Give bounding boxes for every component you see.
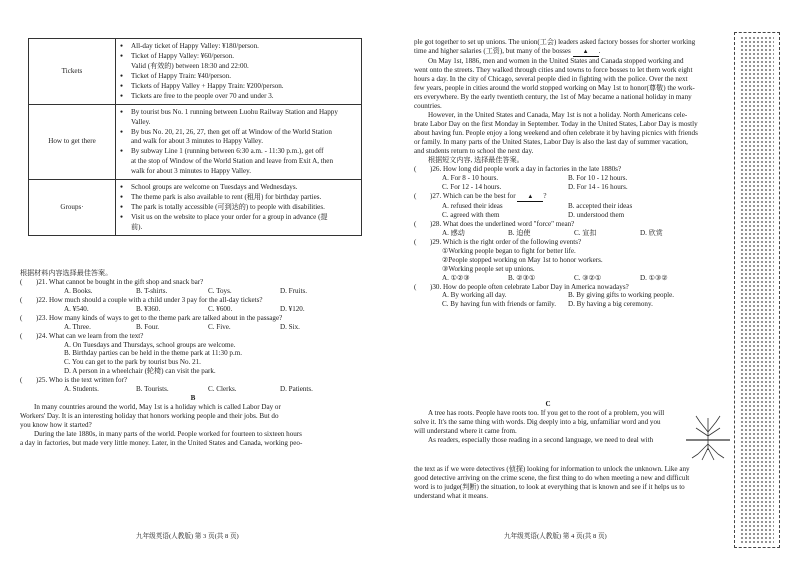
passage-line: As readers, especially those reading in a second language, we need to deal with <box>428 435 654 444</box>
list-item: ● Visit us on the website to place your order for a group in advance (提 <box>120 213 357 222</box>
option[interactable]: D. ¥120. <box>280 304 305 313</box>
option[interactable]: D. ①③② <box>640 273 668 282</box>
table-category: Groups· <box>29 180 116 236</box>
table-row-groups <box>29 180 362 236</box>
section-heading: B <box>190 394 196 403</box>
options <box>414 174 730 183</box>
option[interactable]: C. Toys. <box>208 286 232 295</box>
passage-line: In many countries around the world, May 1st is a holiday which is called Labor Day or <box>34 403 281 412</box>
question-text <box>430 192 730 203</box>
page-footer: 九年级英语(人教版) 第 4 页(共 8 页) <box>504 533 607 540</box>
option[interactable]: A. Three. <box>64 322 91 331</box>
passage-line: understand what it means. <box>414 491 489 500</box>
option[interactable]: D. A person in a wheelchair (轮椅) can visit the park. <box>64 367 216 376</box>
passage-line: will understand where it came from. <box>414 426 517 435</box>
info-table <box>28 38 362 236</box>
passage-line: A tree has roots. People have roots too. If you get to the root of a problem, you will <box>428 408 665 417</box>
option[interactable]: D. Fruits. <box>280 286 307 295</box>
option[interactable]: A. ¥540. <box>64 304 89 313</box>
options <box>414 183 730 192</box>
question-text: )23. How many kinds of ways to get to the theme park are talked about in the passage? <box>36 313 283 322</box>
question-text: )29. Which is the right order of the following events? <box>430 237 582 246</box>
passage-line: ers everywhere. By the early twentieth century, the 1st of May became a national holiday in many <box>414 93 692 102</box>
triangle-icon: ▲ <box>582 48 589 55</box>
option[interactable]: B. T-shirts. <box>136 286 168 295</box>
passage-line: Workers' Day. It is an interesting holiday that honors working people and their jobs. But do <box>20 412 279 420</box>
table-row-how-to-get-there <box>29 104 362 180</box>
instructions: 根据材料内容选择最佳答案。 <box>20 269 113 277</box>
question-23 <box>20 314 366 323</box>
list-item: ● Ticket of Happy Valley: ¥60/person. <box>120 52 357 61</box>
passage-line: solve it. It's the same thing with words. Dig deeply into a big, unfamiliar word and you <box>414 417 661 426</box>
question-29 <box>414 238 730 247</box>
answer-paren[interactable]: ( <box>20 313 23 322</box>
blank-27[interactable] <box>573 47 599 58</box>
option[interactable]: B. Birthday parties can be held in the theme park at 11:30 p.m. <box>64 349 243 358</box>
list-item: ● The park is totally accessible (可到达的) to people with disabilities. <box>120 203 357 212</box>
option[interactable]: A. refused their ideas <box>442 202 503 211</box>
event-item: ③Working people set up unions. <box>442 264 535 273</box>
question-text: )22. How much should a couple with a child under 3 pay for the all-day tickets? <box>36 295 263 304</box>
option[interactable]: B. Tourists. <box>136 385 169 394</box>
event-item: ①Working people began to fight for better life. <box>442 246 576 255</box>
option[interactable]: D. Six. <box>280 322 300 331</box>
option[interactable]: A. For 8 - 10 hours. <box>442 173 499 182</box>
option[interactable]: C. You can get to the park by tourist bus No. 21. <box>64 358 201 367</box>
table-category: Tickets <box>29 39 116 105</box>
passage-line: or family. In many parts of the United States, Labor Day is also the last day of summer vacation, <box>414 137 688 146</box>
question-22 <box>20 296 366 305</box>
option[interactable]: B. Four. <box>136 322 160 331</box>
left-questions <box>20 269 366 448</box>
list-item: 前). <box>131 222 143 231</box>
triangle-icon: ▲ <box>527 193 534 200</box>
option[interactable]: B. For 10 - 12 hours. <box>568 173 628 182</box>
list-item: walk for about 3 minutes to Happy Valley. <box>131 167 251 176</box>
option[interactable]: A. Books. <box>64 286 93 295</box>
option[interactable]: C. ¥600. <box>208 304 233 313</box>
option[interactable]: D. understood them <box>568 211 625 220</box>
passage-line: you know how it started? <box>20 420 92 429</box>
passage-line: countries. <box>414 102 442 111</box>
answer-paren[interactable]: ( <box>414 164 417 173</box>
answer-paren[interactable]: ( <box>414 219 417 228</box>
options <box>414 291 730 300</box>
option[interactable]: D. For 14 - 16 hours. <box>568 182 628 191</box>
answer-paren[interactable]: ( <box>20 331 23 340</box>
answer-paren[interactable]: ( <box>20 376 23 385</box>
passage-line: about having fun. People enjoy a long weekend and often celebrate it by having picnics with friends <box>414 128 698 137</box>
option[interactable]: B. By giving gifts to working people. <box>568 291 675 300</box>
options <box>414 229 730 238</box>
passage-line: During the late 1880s, in many parts of the world. People worked for fourteen to sixteen hours <box>34 429 302 438</box>
options <box>20 287 366 296</box>
question-30 <box>414 283 730 292</box>
options <box>20 323 366 332</box>
question-26 <box>414 165 730 174</box>
option[interactable]: A. 感动 <box>442 228 465 237</box>
options <box>414 202 730 211</box>
option[interactable]: B. ②③① <box>508 273 536 282</box>
option[interactable]: B. ¥360. <box>136 304 161 313</box>
option[interactable]: A. Students. <box>64 385 99 394</box>
answer-paren[interactable]: ( <box>414 237 417 246</box>
passage-line: ple got together to set up unions. The union(工会) leaders asked factory bosses for shorter working <box>414 38 696 46</box>
passage-line: a day in factories, but made very little money. Later, in the United States and Canada, working peo- <box>20 438 303 447</box>
event-item: ②People stopped working on May 1st to honor workers. <box>442 255 603 264</box>
passage-line: time and higher salaries (工资), but many of the bosses ▲ . <box>414 47 730 58</box>
instructions: 根据短文内容, 选择最佳答案。 <box>428 155 524 164</box>
options <box>414 211 730 220</box>
list-item: ● By tourist bus No. 1 running between Luohu Railway Station and Happy <box>120 108 357 117</box>
right-page <box>414 0 730 561</box>
list-item: ● School groups are welcome on Tuesdays and Wednesdays. <box>120 183 357 192</box>
table-details <box>116 180 362 236</box>
answer-paren[interactable]: ( <box>414 282 417 291</box>
question-text-part: )27. Which can be the best for <box>430 191 516 200</box>
question-21 <box>20 278 366 287</box>
option[interactable]: D. By having a big ceremony. <box>568 300 653 309</box>
option[interactable]: A. By working all day. <box>442 291 507 300</box>
options <box>20 305 366 314</box>
list-item: and walk for about 3 minutes to Happy Valley. <box>131 137 263 146</box>
list-item: ● By subway Line 1 (running between 6:30 a.m. - 11:30 p.m.), get off <box>120 147 357 156</box>
passage-line: and students return to school the next day. <box>414 146 534 155</box>
list-item: at the stop of Window of the World Station and leave from Exit A, then <box>131 157 334 166</box>
event-list <box>414 247 730 274</box>
option[interactable]: B. 迫使 <box>508 228 531 237</box>
right-passage <box>414 38 730 309</box>
passage-line: brate Labor Day on the first Monday in September. Today in the United States, Labor Day is mostly <box>414 120 698 129</box>
option[interactable]: C. ③②① <box>574 273 602 282</box>
option[interactable]: D. Patients. <box>280 385 313 394</box>
list-item: Valley. <box>131 117 151 126</box>
answer-paren[interactable]: ( <box>20 277 23 286</box>
table-row-tickets <box>29 39 362 105</box>
list-item: ● All-day ticket of Happy Valley: ¥180/person. <box>120 42 357 51</box>
option[interactable]: C. By having fun with friends or family. <box>442 300 557 309</box>
question-25 <box>20 376 366 385</box>
passage-line: went onto the streets. They walked through cities and towns to force bosses to let them work eight <box>414 66 693 75</box>
passage-line: word is to judge(判断) the situation, to look at everything that is known and see if it helps us to <box>414 482 685 491</box>
answer-paren[interactable]: ( <box>20 295 23 304</box>
passage-line: good detective arriving on the crime scene, the first thing to do when meeting a new and difficult <box>414 473 690 482</box>
list-item: ● By bus No. 20, 21, 26, 27, then get off at Window of the World Station <box>120 128 357 137</box>
table-details <box>116 39 362 105</box>
question-28 <box>414 220 730 229</box>
binding-dots <box>740 36 774 544</box>
question-text: )26. How long did people work a day in factories in the late 1880s? <box>430 164 622 173</box>
option[interactable]: C. 宣扣 <box>574 228 597 237</box>
question-text: )30. How do people often celebrate Labor Day in America nowadays? <box>430 282 629 291</box>
table-details <box>116 104 362 180</box>
answer-paren[interactable]: ( <box>414 191 417 200</box>
option[interactable]: C. Five. <box>208 322 231 331</box>
table-category: How to get there <box>29 104 116 180</box>
question-text: )24. What can we learn from the text? <box>36 331 144 340</box>
option[interactable]: D. 欣赏 <box>640 228 663 237</box>
list-item: ● The theme park is also available to rent (租用) for birthday parties. <box>120 193 357 202</box>
passage-line: hours a day. In the city of Chicago, several people died in fighting with the police. Over the next <box>414 75 688 84</box>
list-item: ● Ticket of Happy Train: ¥40/person. <box>120 72 357 81</box>
tree-roots-illustration <box>682 410 734 464</box>
option[interactable]: C. For 12 - 14 hours. <box>442 182 502 191</box>
question-text: )25. Who is the text written for? <box>36 376 128 385</box>
list-item: ● Tickets of Happy Valley + Happy Train: ¥200/person. <box>120 82 357 91</box>
option[interactable]: A. ①②③ <box>442 273 470 282</box>
option[interactable]: C. agreed with them <box>442 211 500 220</box>
options <box>414 300 730 309</box>
section-heading: C <box>545 400 551 408</box>
passage-line: However, in the United States and Canada, May 1st is not a holiday. North Americans cele- <box>428 111 688 120</box>
blank-ref <box>517 192 543 203</box>
options <box>20 341 366 377</box>
page-footer: 九年级英语(人教版) 第 3 页(共 8 页) <box>136 533 239 540</box>
option[interactable]: B. accepted their ideas <box>568 202 633 211</box>
section-c-cont <box>414 465 730 501</box>
question-27 <box>414 192 730 203</box>
passage-line: few years, people in cities around the world stopped working on May 1st to honor(尊敬) the work- <box>414 84 695 93</box>
passage-line: On May 1st, 1886, men and women in the United States and Canada stopped working and <box>428 57 684 66</box>
option[interactable]: C. Clerks. <box>208 385 237 394</box>
passage-text: time and higher salaries (工资), but many of the bosses <box>414 46 571 55</box>
list-item: ● Tickets are free to the people over 70 and under 3. <box>120 92 357 101</box>
list-item: Valid (有效的) between 18:30 and 22:00. <box>131 61 249 70</box>
question-24 <box>20 332 366 341</box>
options <box>414 274 730 283</box>
passage-line: the text as if we were detectives (侦探) looking for information to unlock the unknown. Like any <box>414 465 690 473</box>
left-page <box>18 0 374 561</box>
options <box>20 385 366 394</box>
question-text: )21. What cannot be bought in the gift shop and snack bar? <box>36 277 204 286</box>
question-mark: ? <box>543 191 547 200</box>
section-c <box>414 400 682 445</box>
option[interactable]: A. On Tuesdays and Thursdays, school groups are welcome. <box>64 340 236 349</box>
question-text: )28. What does the underlined word "force" mean? <box>430 219 575 228</box>
